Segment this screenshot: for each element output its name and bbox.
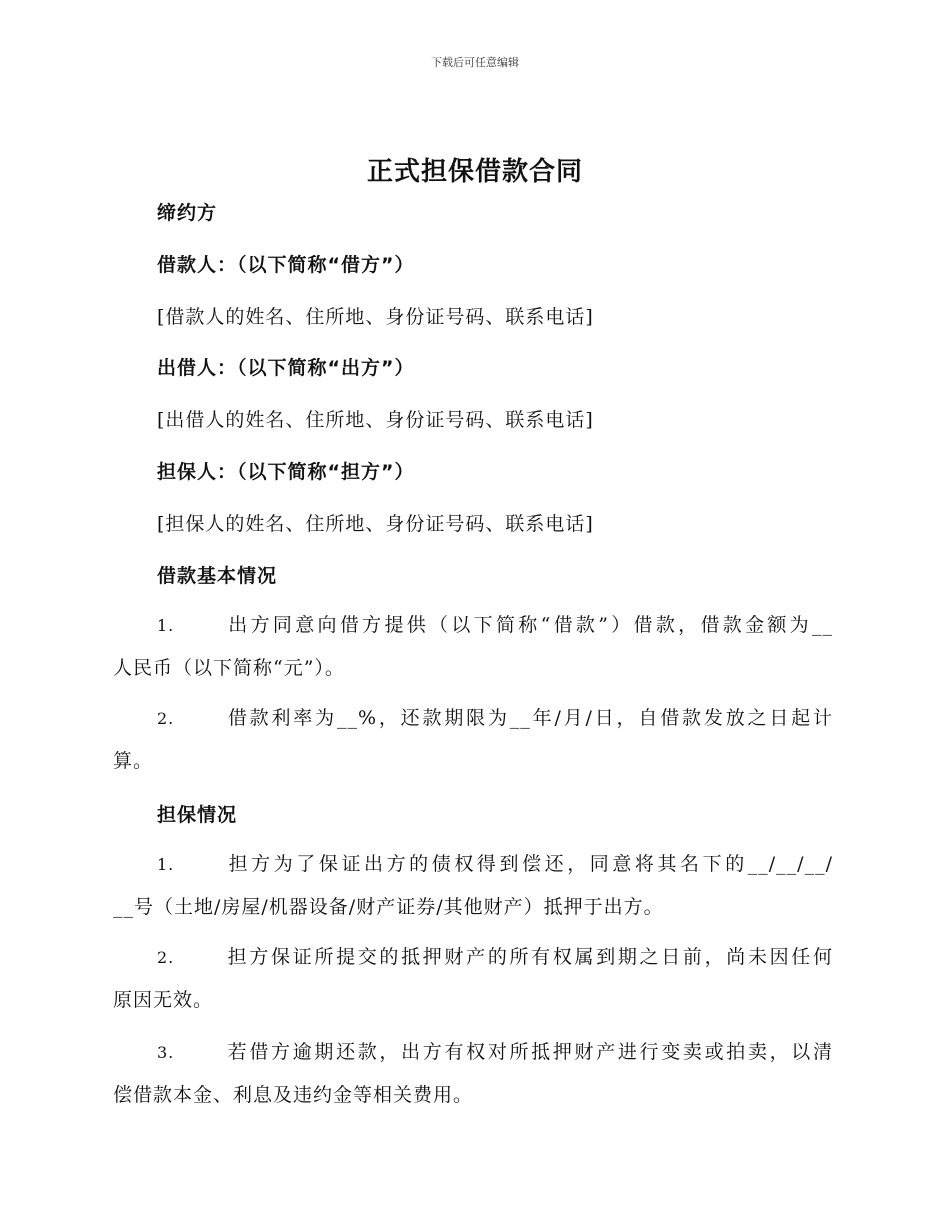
clause-number: 2. [157,948,175,967]
clause-number: 3. [157,1043,175,1062]
clause-text-line1: 担方为了保证出方的债权得到偿还，同意将其名下的__/__/__/ [226,853,833,875]
lender-info: [出借人的姓名、住所地、身份证号码、联系电话] [157,409,594,431]
guarantee-clause-2 [113,936,833,1021]
page-header: 下载后可任意编辑 [431,56,519,69]
borrower-info: [借款人的姓名、住所地、身份证号码、联系电话] [157,306,594,328]
clause-text-line2: 原因无效。 [113,989,214,1011]
clause-number: 1. [157,855,175,874]
guarantee-clause-3 [113,1031,833,1116]
clause-text-line2: __号（土地/房屋/机器设备/财产证券/其他财产）抵押于出方。 [113,896,664,918]
guarantor-info: [担保人的姓名、住所地、身份证号码、联系电话] [157,513,594,535]
loan-clause-2 [113,697,833,782]
loan-heading: 借款基本情况 [157,565,278,587]
parties-heading: 缔约方 [157,202,218,224]
clause-text-line1: 担方保证所提交的抵押财产的所有权属到期之日前，尚未因任何 [226,946,833,968]
borrower-label: 借款人：（以下简称“借方”） [157,254,415,276]
clause-text-line1: 若借方逾期还款，出方有权对所抵押财产进行变卖或拍卖，以清 [226,1041,833,1063]
guarantor-label: 担保人：（以下简称“担方”） [157,461,415,483]
clause-text-line1: 出方同意向借方提供（以下简称“借款”）借款，借款金额为__ [226,614,833,636]
clause-text-line1: 借款利率为__%，还款期限为__年/月/日，自借款发放之日起计 [226,707,833,729]
guarantee-heading: 担保情况 [157,804,238,826]
clause-text-line2: 算。 [113,750,154,772]
clause-text-line2: 偿借款本金、利息及违约金等相关费用。 [113,1084,474,1106]
loan-clause-1 [113,604,833,689]
lender-label: 出借人：（以下简称“出方”） [157,357,415,379]
guarantee-clause-1 [113,843,833,928]
page-title: 正式担保借款合同 [366,157,583,187]
clause-number: 1. [157,616,175,635]
clause-text-line2: 人民币（以下简称“元”）。 [113,657,345,679]
clause-number: 2. [157,709,175,728]
